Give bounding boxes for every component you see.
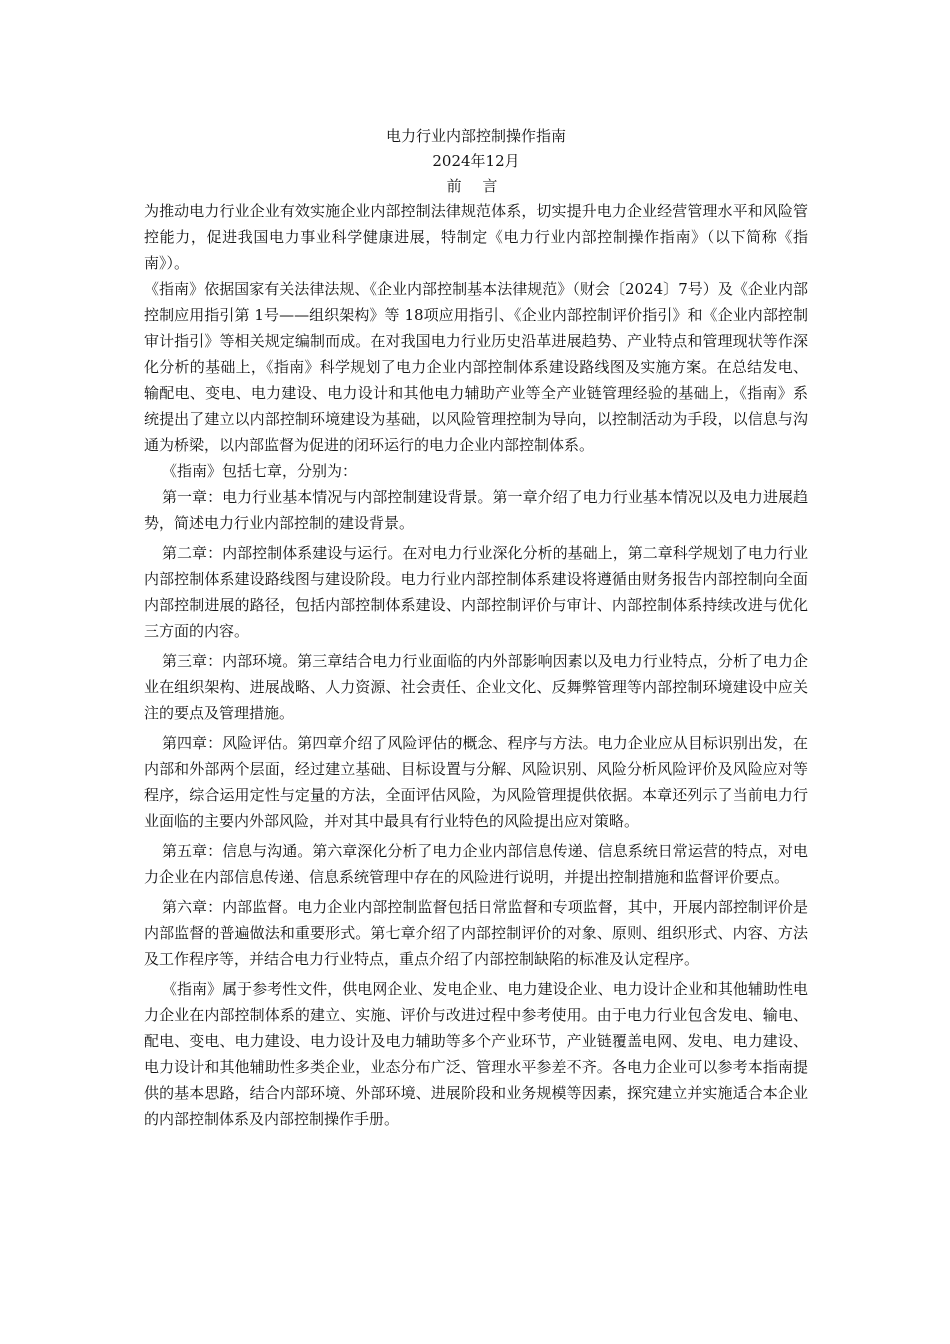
paragraph-usage: 《指南》属于参考性文件，供电网企业、发电企业、电力建设企业、电力设计企业和其他辅助性电力企业在内部控制体系的建立、实施、评价与改进过程中参考使用。由于电力行业包含发电、输电、配电、变电、电力建设、电力设计及电力辅助等多个产业环节，产业链覆盖电网、发电、电力建设、电力设计和其他辅助性多类企业，业态分布广泛、管理水平参差不齐。各电力企业可以参考本指南提供的基本思路，结合内部环境、外部环境、进展阶段和业务规模等因素，探究建立并实施适合本企业的内部控制体系及内部控制操作手册。	[144, 980, 808, 1128]
paragraph-intro: 为推动电力行业企业有效实施企业内部控制法律规范体系，切实提升电力企业经营管理水平和风险管控能力，促进我国电力事业科学健康进展，特制定《电力行业内部控制操作指南》（以下简称《指南》）。	[144, 202, 808, 272]
paragraph-chapters-intro: 《指南》包括七章，分别为：	[162, 462, 358, 480]
preface-heading: 前 言	[446, 177, 506, 195]
paragraph-chapter-3: 第三章：内部环境。第三章结合电力行业面临的内外部影响因素以及电力行业特点，分析了电力企业在组织架构、进展战略、人力资源、社会责任、企业文化、反舞弊管理等内部控制环境建设中应关注的要点及管理措施。	[144, 652, 808, 722]
paragraph-chapter-5: 第五章：信息与沟通。第六章深化分析了电力企业内部信息传递、信息系统日常运营的特点，对电力企业在内部信息传递、信息系统管理中存在的风险进行说明，并提出控制措施和监督评价要点。	[144, 842, 808, 886]
paragraph-chapter-1: 第一章：电力行业基本情况与内部控制建设背景。第一章介绍了电力行业基本情况以及电力进展趋势，简述电力行业内部控制的建设背景。	[144, 488, 808, 532]
document-title: 电力行业内部控制操作指南	[385, 127, 566, 145]
paragraph-chapter-4: 第四章：风险评估。第四章介绍了风险评估的概念、程序与方法。电力企业应从目标识别出发，在内部和外部两个层面，经过建立基础、目标设置与分解、风险识别、风险分析风险评价及风险应对等程序，综合运用定性与定量的方法，全面评估风险，为风险管理提供依据。本章还列示了当前电力行业面临的主要内外部风险，并对其中最具有行业特色的风险提出应对策略。	[144, 734, 808, 830]
paragraph-chapter-2: 第二章：内部控制体系建设与运行。在对电力行业深化分析的基础上，第二章科学规划了电力行业内部控制体系建设路线图与建设阶段。电力行业内部控制体系建设将遵循由财务报告内部控制向全面内部控制进展的路径，包括内部控制体系建设、内部控制评价与审计、内部控制体系持续改进与优化三方面的内容。	[144, 544, 808, 640]
document-page	[144, 124, 808, 1132]
paragraph-chapter-6: 第六章：内部监督。电力企业内部控制监督包括日常监督和专项监督，其中，开展内部控制评价是内部监督的普遍做法和重要形式。第七章介绍了内部控制评价的对象、原则、组织形式、内容、方法及工作程序等，并结合电力行业特点，重点介绍了内部控制缺陷的标准及认定程序。	[144, 898, 808, 968]
document-date: 2024年12月	[432, 152, 520, 170]
paragraph-basis: 《指南》依据国家有关法律法规、《企业内部控制基本法律规范》（财会〔2024〕7号）及《企业内部控制应用指引第 1号——组织架构》等 18项应用指引、《企业内部控制评价指引》和《企业内部控制审计指引》等相关规定编制而成。在对我国电力行业历史沿革进展趋势、产业特点和管理现状等作深化分析的基础上，《指南》科学规划了电力企业内部控制体系建设路线图及实施方案。在总结发电、输配电、变电、电力建设、电力设计和其他电力辅助产业等全产业链管理经验的基础上，《指南》系统提出了建立以内部控制环境建设为基础，以风险管理控制为导向，以控制活动为手段，以信息与沟通为桥梁，以内部监督为促进的闭环运行的电力企业内部控制体系。	[144, 280, 808, 454]
